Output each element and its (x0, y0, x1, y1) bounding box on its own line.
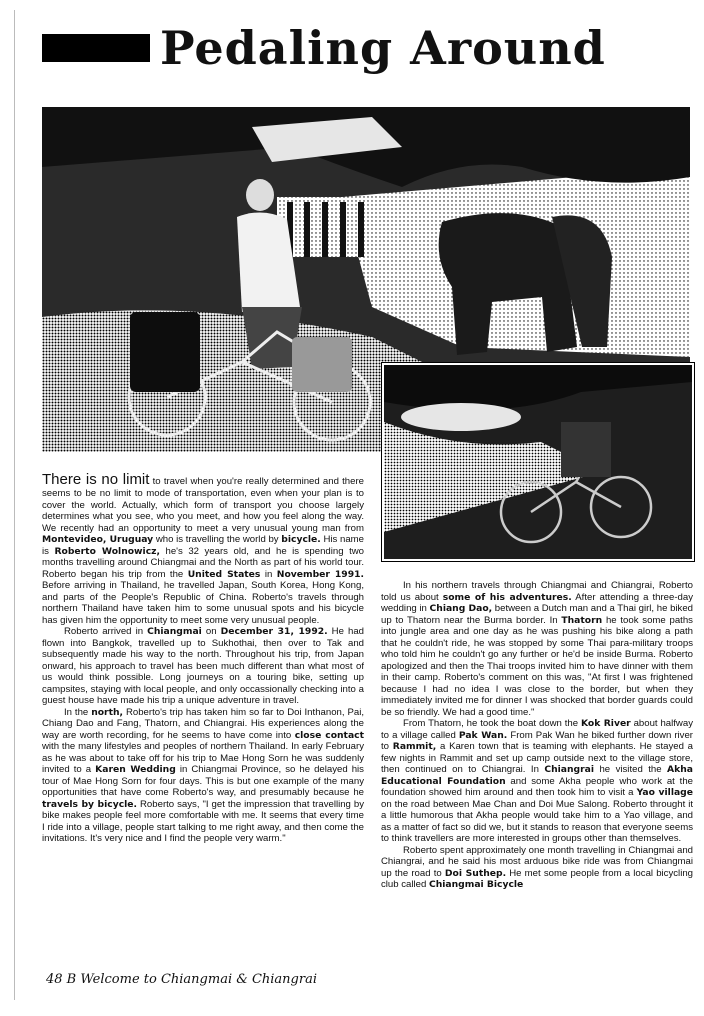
emphasis-run: Montevideo, Uruguay (42, 534, 154, 545)
emphasis-run: Akha Educational Foundation (381, 764, 693, 787)
text-run: he took some paths into jungle area and one day as he was pushing his bike along a path that he couldn't ride, he was stopped by some Thai para-military troops who told him he couldn't go any further or he'd be inside Burma. Roberto apologized and then the Thai troops invited him to have dinner with them in their camp. Roberto's comment on this was, "At first I was frightened because I had no idea I was close to the border, but when they immediately invited me for dinner I was shocked that border guards could be so friendly. We had a good time." (381, 614, 693, 718)
emphasis-run: United States (187, 568, 261, 580)
text-run: he visited the (594, 764, 668, 775)
emphasis-run: Chiangmai Bicycle (429, 879, 524, 890)
text-run: about halfway to a village called (381, 718, 693, 741)
text-run: Roberto arrived in (64, 626, 148, 637)
emphasis-run: Pak Wan. (458, 729, 508, 741)
text-run: Before arriving in Thailand, he travelled Japan, South Korea, Hong Kong, and parts of the People's Republic of China. Roberto's travels through northern Thailand have taken him to some unusual spots and his bicycle has given him the opportunity to meet some very unusual people. (42, 580, 364, 626)
text-run: in (260, 568, 277, 580)
left-paragraph-1 (42, 472, 364, 626)
emphasis-run: Chiang Dao, (429, 603, 493, 614)
title-black-bar (42, 34, 150, 62)
text-run: After attending a three-day wedding in (381, 591, 693, 614)
emphasis-run: Roberto Wolnowicz, (54, 545, 160, 557)
text-run: on (201, 626, 221, 637)
right-paragraph-1 (381, 580, 693, 718)
text-run: Roberto spent approximately one month travelling in Chiangmai and Chiangrai, and he said his most arduous bike ride was from Chiangmai up the road to (381, 844, 693, 879)
text-run: Roberto says, "I get the impression that travelling by bike makes people feel more comfortable with me. It seems that every time I ride into a village, people start talking to me right away, and then come the invitations. It's very nice and I find the people very warm." (42, 798, 364, 844)
article-left-column (42, 472, 364, 982)
lead-in: There is no limit (42, 472, 150, 488)
left-paragraph-2 (42, 626, 364, 707)
text-run: From Thatorn, he took the boat down the (403, 718, 581, 729)
emphasis-run: Karen Wedding (95, 764, 176, 775)
margin-rule (14, 10, 15, 1000)
text-run: His name is (42, 534, 364, 557)
left-paragraph-3 (42, 707, 364, 845)
emphasis-run: some of his adventures. (442, 591, 572, 603)
emphasis-run: November 1991. (276, 568, 364, 580)
text-run: and some Akha people who work at the foundation showed him around and then took him to visit a (381, 775, 693, 798)
right-paragraph-2 (381, 718, 693, 845)
text-run: From Pak Wan he biked further down river to (381, 729, 693, 752)
emphasis-run: Kok River (580, 718, 631, 729)
article-right-column (381, 580, 693, 990)
emphasis-run: Rammit, (392, 741, 437, 752)
page-title: Pedaling Around (160, 21, 606, 75)
emphasis-run: close contact (294, 729, 364, 741)
emphasis-run: Yao village (636, 787, 693, 798)
emphasis-run: travels by bicycle. (42, 798, 138, 810)
text-run: He had flown into Bangkok, travelled up to Sukhothai, then over to Tak and subsequently made his way to the north. Throughout his trip, from Japan onward, his approach to travel has been much different than what most of us would think possible. Long journeys on a touring bike, setting up campsites, staying with local people, and only occassionally checking into a guest house have made his trip a unique adventure in travel. (42, 626, 364, 706)
text-run: he's 32 years old, and he is spending two months travelling around Chiangmai and the North as part of his world tour. Roberto began his trip from the (42, 545, 364, 580)
text-run: Roberto's trip has taken him so far to Doi Inthanon, Pai, Chiang Dao and Fang, Thatorn, and Chiangrai. His experiences along the way are worth recording, for he seems to have come into (42, 706, 364, 741)
bicycle-riverbank-photo (381, 362, 695, 562)
text-run: He met some people from a local bicycling club called (381, 867, 693, 890)
text-run: on the road between Mae Chan and Doi Mue Salong. Roberto throught it a little humorous that Akha people would take him to a Yao village, and as a matter of fact so did we, but it stands to reason that everyone seems to think travellers are more interested in groups other than themselves. (381, 798, 693, 844)
emphasis-run: Thatorn (561, 614, 603, 626)
emphasis-run: north, (91, 706, 124, 718)
text-run: to travel when you're really determined and there seems to be no limit to mode of transportation, even when your plan is to cover the world. Actually, which form of transport you choose largely determines what you see, who you meet, and how you feel along the way. We recently had an opportunity to meet a very unusual young man from (42, 476, 364, 534)
text-run: In the (64, 706, 92, 718)
emphasis-run: Doi Suthep. (444, 867, 507, 879)
page-footer: 48 B Welcome to Chiangmai & Chiangrai (46, 972, 317, 987)
text-run: who is travelling the world by (153, 534, 282, 545)
text-run: with the many lifestyles and peoples of northern Thailand. In early February as he was about to take off for his trip to Mae Hong Sorn he was suddenly invited to a (42, 741, 364, 775)
text-run: between a Dutch man and a Thai girl, he biked up to Thatorn near the Burma border. In (381, 603, 693, 626)
emphasis-run: Chiangrai (544, 764, 595, 775)
emphasis-run: bicycle. (281, 534, 321, 545)
emphasis-run: Chiangmai (147, 626, 202, 637)
text-run: in Chiangmai Province, so he delayed his tour of Mae Hong Sorn for four days. This is but one example of the many opportunities that have come Roberto's way, and presumably because he (42, 764, 364, 798)
right-paragraph-3 (381, 845, 693, 891)
text-run: a Karen town that is teaming with elephants. He stayed a few nights in Rammit and set up camp outside next to the village store, then continued on to Chiangrai. In (381, 741, 693, 775)
emphasis-run: December 31, 1992. (220, 626, 328, 637)
text-run: In his northern travels through Chiangmai and Chiangrai, Roberto told us about (381, 580, 693, 603)
